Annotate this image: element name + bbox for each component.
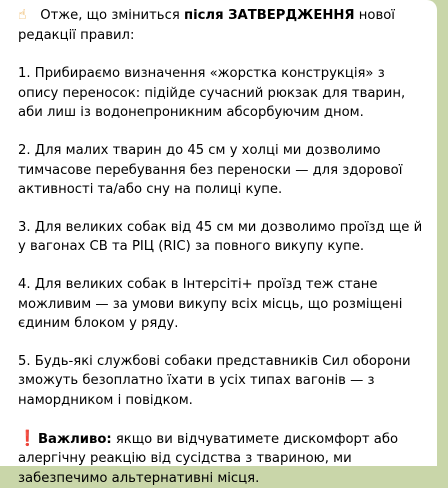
exclamation-mark-icon: ❗	[18, 429, 32, 449]
intro-text-before: Отже, що зміниться	[36, 8, 184, 23]
intro-bold-text: після ЗАТВЕРДЖЕННЯ	[184, 8, 355, 23]
important-label: Важливо:	[38, 432, 112, 447]
intro-paragraph	[18, 6, 427, 45]
rule-item-2: 2. Для малих тварин до 45 см у холці ми дозволимо тимчасове перебування без переноски — для здорової активності та/або сну на полиці купе.	[18, 141, 427, 200]
important-text: якщо ви відчуватимете дискомфорт або алергічну реакцію від сусідства з твариною, ми забезпечимо альтернативні місця.	[18, 432, 398, 486]
rule-item-1: 1. Прибираємо визначення «жорстка конструкція» з опису переносок: підійде сучасний рюкзак для тварин, аби лиш із водонепроникним абсорбуючим дном.	[18, 64, 427, 123]
pointing-up-hand-icon: ☝	[18, 6, 36, 26]
rule-item-4: 4. Для великих собак в Інтерсіті+ проїзд теж стане можливим — за умови викупу всіх місць, що розміщені єдиним блоком у ряду.	[18, 275, 427, 334]
rule-item-5: 5. Будь-які службові собаки представників Сил оборони зможуть безоплатно їхати в усіх типах вагонів — з намордником і повідком.	[18, 352, 427, 411]
rule-item-3: 3. Для великих собак від 45 см ми дозволимо проїзд ще й у вагонах СВ та РІЦ (RIC) за повного викупу купе.	[18, 218, 427, 257]
intro-text-after: нової редакції правил:	[18, 8, 395, 43]
important-paragraph	[18, 429, 427, 488]
